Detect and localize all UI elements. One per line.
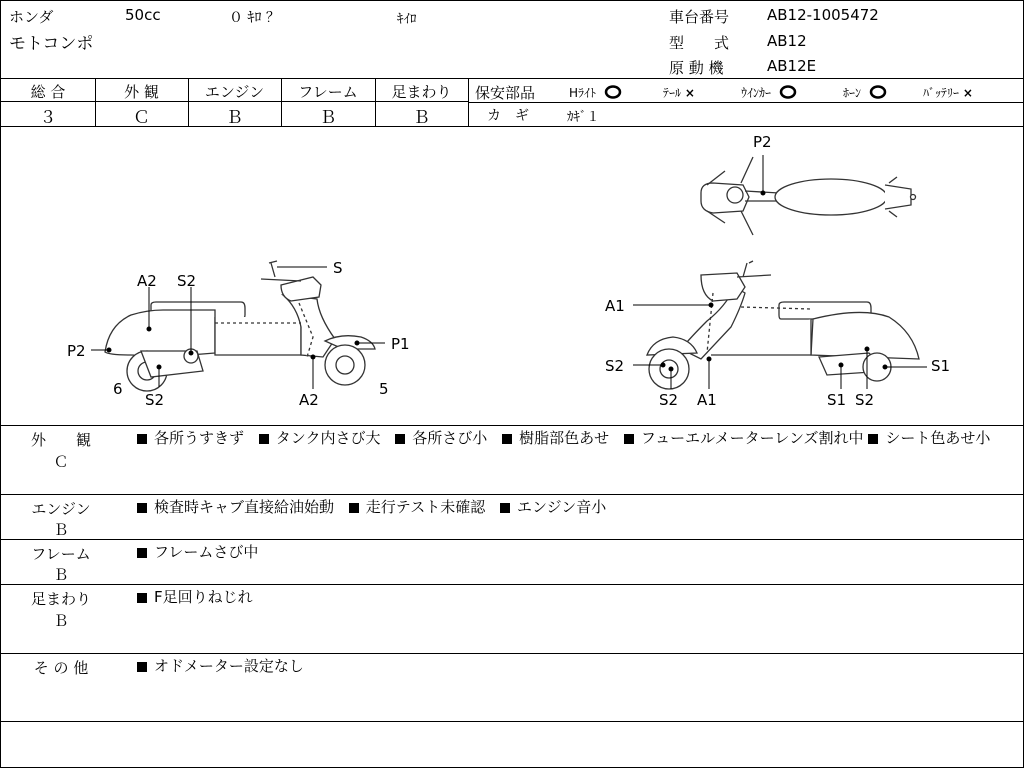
remark-item: エンジン音小	[500, 496, 606, 519]
remark-item: フューエルメーターレンズ割れ中	[624, 427, 864, 450]
engine-label: 原 動 機	[669, 59, 724, 77]
type-label: 型 式	[669, 34, 730, 52]
safety-label: 保安部品	[475, 84, 536, 102]
frame-no-label: 車台番号	[669, 8, 730, 26]
remark-items-other	[137, 655, 1007, 678]
remark-item: 検査時キャブ直接給油始動	[137, 496, 334, 519]
bullet-square-icon	[624, 434, 634, 444]
mileage-unit: ｷｲﾛ	[397, 12, 417, 27]
circle-mark-icon	[779, 85, 797, 99]
type-value: AB12	[767, 32, 807, 50]
grade-overall: ３	[39, 108, 57, 128]
bullet-square-icon	[259, 434, 269, 444]
displacement: 50cc	[125, 6, 161, 24]
grade-header-engine: エンジン	[204, 83, 265, 101]
remark-grade-frame: Ｂ	[53, 566, 69, 584]
safety-item-horn: ﾎｰﾝ	[843, 84, 887, 101]
remark-item: 樹脂部色あせ	[502, 427, 609, 450]
remark-label-exterior: 外 観	[30, 431, 91, 449]
scooter-right-side-icon	[647, 261, 919, 389]
diagram-label: S2	[855, 391, 875, 409]
remark-grade-engine: Ｂ	[53, 521, 69, 539]
x-mark-icon: ×	[962, 86, 973, 100]
diagram-label: 6	[113, 380, 123, 398]
divider	[1, 425, 1023, 426]
remark-grade-suspension: Ｂ	[53, 612, 69, 630]
divider	[1, 494, 1023, 495]
scooter-diagram	[1, 127, 1023, 425]
bullet-square-icon	[349, 503, 359, 513]
diagram-label: P1	[391, 335, 410, 353]
divider	[1, 653, 1023, 654]
remark-label-other: そ の 他	[33, 659, 89, 677]
remark-item: F足回りねじれ	[137, 586, 253, 609]
diagram-label: A2	[137, 272, 157, 290]
x-mark-icon: ×	[684, 86, 695, 100]
bullet-square-icon	[137, 503, 147, 513]
bullet-square-icon	[137, 548, 147, 558]
divider	[468, 102, 1023, 103]
bullet-square-icon	[395, 434, 405, 444]
bullet-square-icon	[502, 434, 512, 444]
remark-items-exterior	[137, 427, 1007, 450]
remark-label-frame: フレーム	[31, 545, 91, 563]
grade-header-exterior: 外 観	[124, 83, 159, 101]
key-label: カ ギ	[487, 108, 529, 124]
remark-items-engine	[137, 496, 1007, 519]
diagram-label: A1	[605, 297, 625, 315]
grade-header-suspension: 足まわり	[391, 83, 452, 101]
diagram-label: P2	[67, 342, 86, 360]
diagram-label: S1	[827, 391, 847, 409]
diagram-label: S2	[659, 391, 679, 409]
grade-header-overall: 総 合	[30, 83, 66, 101]
safety-item-battery: ﾊﾞｯﾃﾘｰ ×	[923, 86, 973, 100]
remark-label-suspension: 足まわり	[30, 590, 91, 608]
bullet-square-icon	[500, 503, 510, 513]
safety-item-tail: ﾃｰﾙ ×	[663, 86, 695, 100]
diagram-label: S2	[145, 391, 165, 409]
frame-no: AB12-1005472	[767, 6, 879, 24]
remark-item: シート色あせ小	[868, 427, 990, 450]
diagram-label: 5	[379, 380, 389, 398]
maker: ホンダ	[9, 8, 54, 26]
divider	[1, 721, 1023, 722]
safety-item-headlight: Hﾗｲﾄ	[569, 84, 622, 101]
remark-item: フレームさび中	[137, 541, 258, 564]
circle-mark-icon	[604, 85, 622, 99]
engine-value: AB12E	[767, 57, 817, 75]
remark-items-frame	[137, 541, 1007, 564]
mileage: ０ ｷﾛ ？	[229, 10, 280, 26]
grade-header-frame: フレーム	[298, 83, 358, 101]
remark-item: 走行テスト未確認	[349, 496, 485, 519]
diagram-label: S	[333, 259, 343, 277]
bullet-square-icon	[137, 593, 147, 603]
remark-label-engine: エンジン	[31, 500, 91, 518]
remark-item: 各所さび小	[395, 427, 487, 450]
key-value: ｶｷﾞ１	[567, 110, 600, 125]
remark-items-suspension	[137, 586, 1007, 609]
divider	[1, 539, 1023, 540]
bullet-square-icon	[137, 662, 147, 672]
remark-item: 各所うすきず	[137, 427, 244, 450]
grade-frame: Ｂ	[319, 108, 337, 128]
grade-engine: Ｂ	[226, 108, 243, 128]
diagram-label: A2	[299, 391, 319, 409]
remark-grade-exterior: Ｃ	[53, 453, 69, 471]
diagram-label: A1	[697, 391, 717, 409]
grade-exterior: Ｃ	[133, 108, 150, 128]
scooter-top-view-icon	[701, 157, 916, 235]
divider	[468, 78, 469, 126]
remark-item: タンク内さび大	[259, 427, 381, 450]
model-name: モトコンポ	[9, 34, 94, 54]
grade-suspension: Ｂ	[413, 108, 430, 128]
safety-item-winker: ｳｲﾝｶｰ	[741, 84, 797, 101]
bullet-square-icon	[868, 434, 878, 444]
bullet-square-icon	[137, 434, 147, 444]
diagram-label: S2	[177, 272, 197, 290]
circle-mark-icon	[869, 85, 887, 99]
divider	[1, 584, 1023, 585]
diagram-label: P2	[753, 133, 772, 151]
remark-item: オドメーター設定なし	[137, 655, 304, 678]
diagram-label: S2	[605, 357, 625, 375]
divider	[1, 78, 1023, 79]
diagram-label: S1	[931, 357, 951, 375]
